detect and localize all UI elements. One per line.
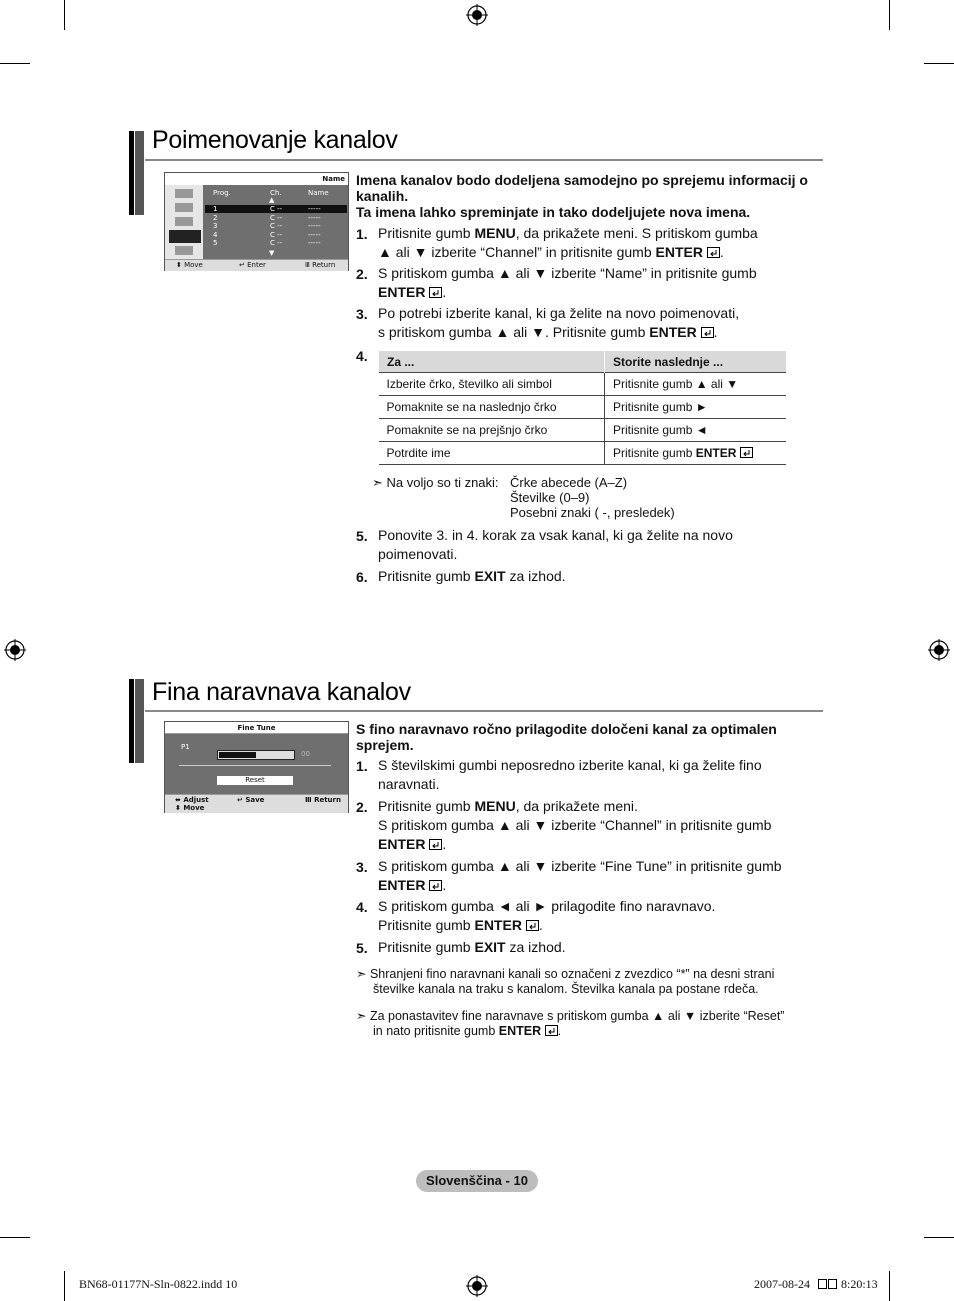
- section-rule: [145, 710, 823, 712]
- step-2: Pritisnite gumb MENU, da prikažete meni. S pritiskom gumba ▲ ali ▼ izberite “Channel” in pritisnite gumb ENTER .: [378, 798, 772, 852]
- hint-return: Ⅲ Return: [305, 261, 336, 269]
- step-3: S pritiskom gumba ▲ ali ▼ izberite “Fine Tune” in pritisnite gumb ENTER .: [378, 858, 782, 893]
- osd-row-name: -----: [308, 213, 321, 222]
- down-arrow-icon: ▼: [269, 249, 275, 257]
- step-number: 3.: [356, 306, 368, 322]
- steps-table: [378, 351, 786, 465]
- hint-move: ⬍ Move: [176, 261, 203, 269]
- col-name: Name: [308, 189, 329, 197]
- enter-icon: [701, 327, 714, 338]
- enter-icon: [740, 447, 753, 458]
- enter-icon: [707, 247, 720, 258]
- finetune-value: 00: [301, 750, 310, 758]
- osd-row-prog: 3: [213, 222, 218, 230]
- step-1: S številskimi gumbi neposredno izberite kanal, ki ga želite fino naravnati.: [378, 757, 762, 792]
- osd-row-prog: 1: [213, 205, 218, 213]
- osd-row-ch: C --: [270, 205, 283, 213]
- hint-save: ↵ Save: [237, 796, 265, 804]
- enter-icon: [526, 920, 539, 931]
- crop-mark: [924, 1237, 954, 1238]
- registration-mark-icon: [466, 1275, 488, 1297]
- hint-enter: ↵ Enter: [239, 261, 266, 269]
- note-arrow-icon: ➣: [356, 1009, 367, 1023]
- section-rule: [145, 159, 823, 161]
- registration-mark-icon: [466, 4, 488, 26]
- step-5: Ponovite 3. in 4. korak za vsak kanal, ki ga želite na novo poimenovati.: [378, 527, 733, 562]
- crop-mark: [64, 0, 65, 30]
- enter-icon: [429, 839, 442, 850]
- section-title: Poimenovanje kanalov: [152, 126, 398, 154]
- crop-mark: [0, 1237, 30, 1238]
- file-name: BN68-01177N-Sln-0822.indd 10: [79, 1277, 238, 1291]
- picture-icon: [175, 203, 193, 212]
- note-arrow-icon: ➣: [372, 475, 383, 490]
- osd-row-prog: 4: [213, 230, 218, 239]
- print-date: 2007-08-24: [754, 1277, 810, 1291]
- step-5: Pritisnite gumb EXIT za izhod.: [378, 939, 566, 955]
- table-header: Storite naslednje ...: [605, 351, 787, 373]
- osd-row-name: -----: [308, 230, 321, 239]
- table-row: Izberite črko, številko ali simbol Pritisnite gumb ▲ ali ▼: [379, 373, 787, 396]
- table-row: Potrdite ime Pritisnite gumb ENTER: [379, 442, 787, 465]
- reset-button: Reset: [217, 776, 293, 785]
- section-bar: [135, 131, 144, 215]
- registration-mark-icon: [928, 639, 950, 661]
- enter-icon: [429, 880, 442, 891]
- step-number: 4.: [356, 348, 368, 364]
- page-label: Slovenščina - 10: [416, 1170, 538, 1192]
- step-3: Po potrebi izberite kanal, ki ga želite na novo poimenovati, s pritiskom gumba ▲ ali ▼. Pritisnite gumb ENTER .: [378, 305, 740, 340]
- step-number: 1.: [356, 758, 368, 774]
- enter-icon: [429, 287, 442, 298]
- osd-row-name: -----: [308, 205, 321, 213]
- crop-mark: [889, 0, 890, 30]
- antenna-icon: [175, 189, 193, 198]
- section-bar: [135, 679, 144, 763]
- section-title: Fina naravnava kanalov: [152, 678, 411, 706]
- osd-row-ch: C --: [270, 213, 283, 222]
- step-1: Pritisnite gumb MENU, da prikažete meni. S pritiskom gumba ▲ ali ▼ izberite “Channel” in pritisnite gumb ENTER .: [378, 225, 758, 260]
- step-number: 5.: [356, 940, 368, 956]
- crop-mark: [64, 1271, 65, 1301]
- up-arrow-icon: ▲: [269, 196, 275, 204]
- osd-row-name: -----: [308, 239, 321, 247]
- chars-note: ➣ Na voljo so ti znaki:: [372, 475, 499, 490]
- osd-header: Fine Tune: [237, 724, 276, 732]
- section-bar: [129, 131, 134, 215]
- osd-row-name: -----: [308, 222, 321, 230]
- osd-row-ch: C --: [270, 222, 283, 230]
- crop-mark: [889, 1271, 890, 1301]
- section-bar: [129, 679, 134, 763]
- hint-move: ⬍ Move: [175, 804, 205, 812]
- osd-name-screen: [164, 172, 349, 271]
- step-number: 3.: [356, 859, 368, 875]
- step-number: 5.: [356, 528, 368, 544]
- hint-adjust: ⬌ Adjust: [175, 796, 209, 804]
- intro-text: S fino naravnavo ročno prilagodite določeni kanal za optimalen sprejem.: [356, 721, 777, 753]
- step-4: S pritiskom gumba ◄ ali ► prilagodite fino naravnavo. Pritisnite gumb ENTER .: [378, 898, 716, 933]
- osd-row-ch: C --: [270, 230, 283, 239]
- print-time: 8:20:13: [841, 1277, 878, 1291]
- channel-icon: [169, 230, 201, 243]
- chars-list: Črke abecede (A–Z) Številke (0–9) Posebni znaki ( -, presledek): [510, 475, 675, 520]
- box-glyph-icon: [818, 1279, 827, 1289]
- table-row: Pomaknite se na prejšnjo črko Pritisnite gumb ◄: [379, 419, 787, 442]
- enter-icon: [545, 1025, 558, 1036]
- col-ch: Ch.: [270, 189, 282, 197]
- step-number: 6.: [356, 569, 368, 585]
- step-number: 1.: [356, 226, 368, 242]
- crop-mark: [0, 63, 30, 64]
- setup-icon: [175, 246, 193, 255]
- osd-row-ch: C --: [270, 239, 283, 247]
- intro-text: Imena kanalov bodo dodeljena samodejno po sprejemu informacij o kanalih. Ta imena lahko spreminjate in tako dodeljujete nova imena.: [356, 172, 808, 220]
- step-number: 2.: [356, 266, 368, 282]
- note-1: ➣ Shranjeni fino naravnani kanali so označeni z zvezdico “*” na desni strani številke kanala na traku s kanalom. Številka kanala pa postane rdeča.: [356, 967, 775, 996]
- col-prog: Prog.: [213, 189, 231, 197]
- step-2: S pritiskom gumba ▲ ali ▼ izberite “Name” in pritisnite gumb ENTER .: [378, 265, 757, 300]
- finetune-bar: [217, 750, 295, 760]
- step-number: 4.: [356, 899, 368, 915]
- osd-prog: P1: [181, 743, 190, 751]
- osd-finetune-screen: [164, 721, 349, 813]
- note-arrow-icon: ➣: [356, 967, 367, 981]
- osd-row-prog: 5: [213, 239, 218, 247]
- osd-row-prog: 2: [213, 213, 218, 222]
- hint-return: Ⅲ Return: [305, 796, 341, 804]
- osd-header: Name: [322, 175, 345, 183]
- note-2: ➣ Za ponastavitev fine naravnave s pritiskom gumba ▲ ali ▼ izberite “Reset” in nato pritisnite gumb ENTER .: [356, 1009, 785, 1038]
- box-glyph-icon: [828, 1279, 837, 1289]
- crop-mark: [924, 63, 954, 64]
- step-number: 2.: [356, 799, 368, 815]
- registration-mark-icon: [4, 639, 26, 661]
- table-row: Pomaknite se na naslednjo črko Pritisnite gumb ►: [379, 396, 787, 419]
- step-6: Pritisnite gumb EXIT za izhod.: [378, 568, 566, 584]
- table-header: Za ...: [379, 351, 605, 373]
- sound-icon: [175, 217, 193, 226]
